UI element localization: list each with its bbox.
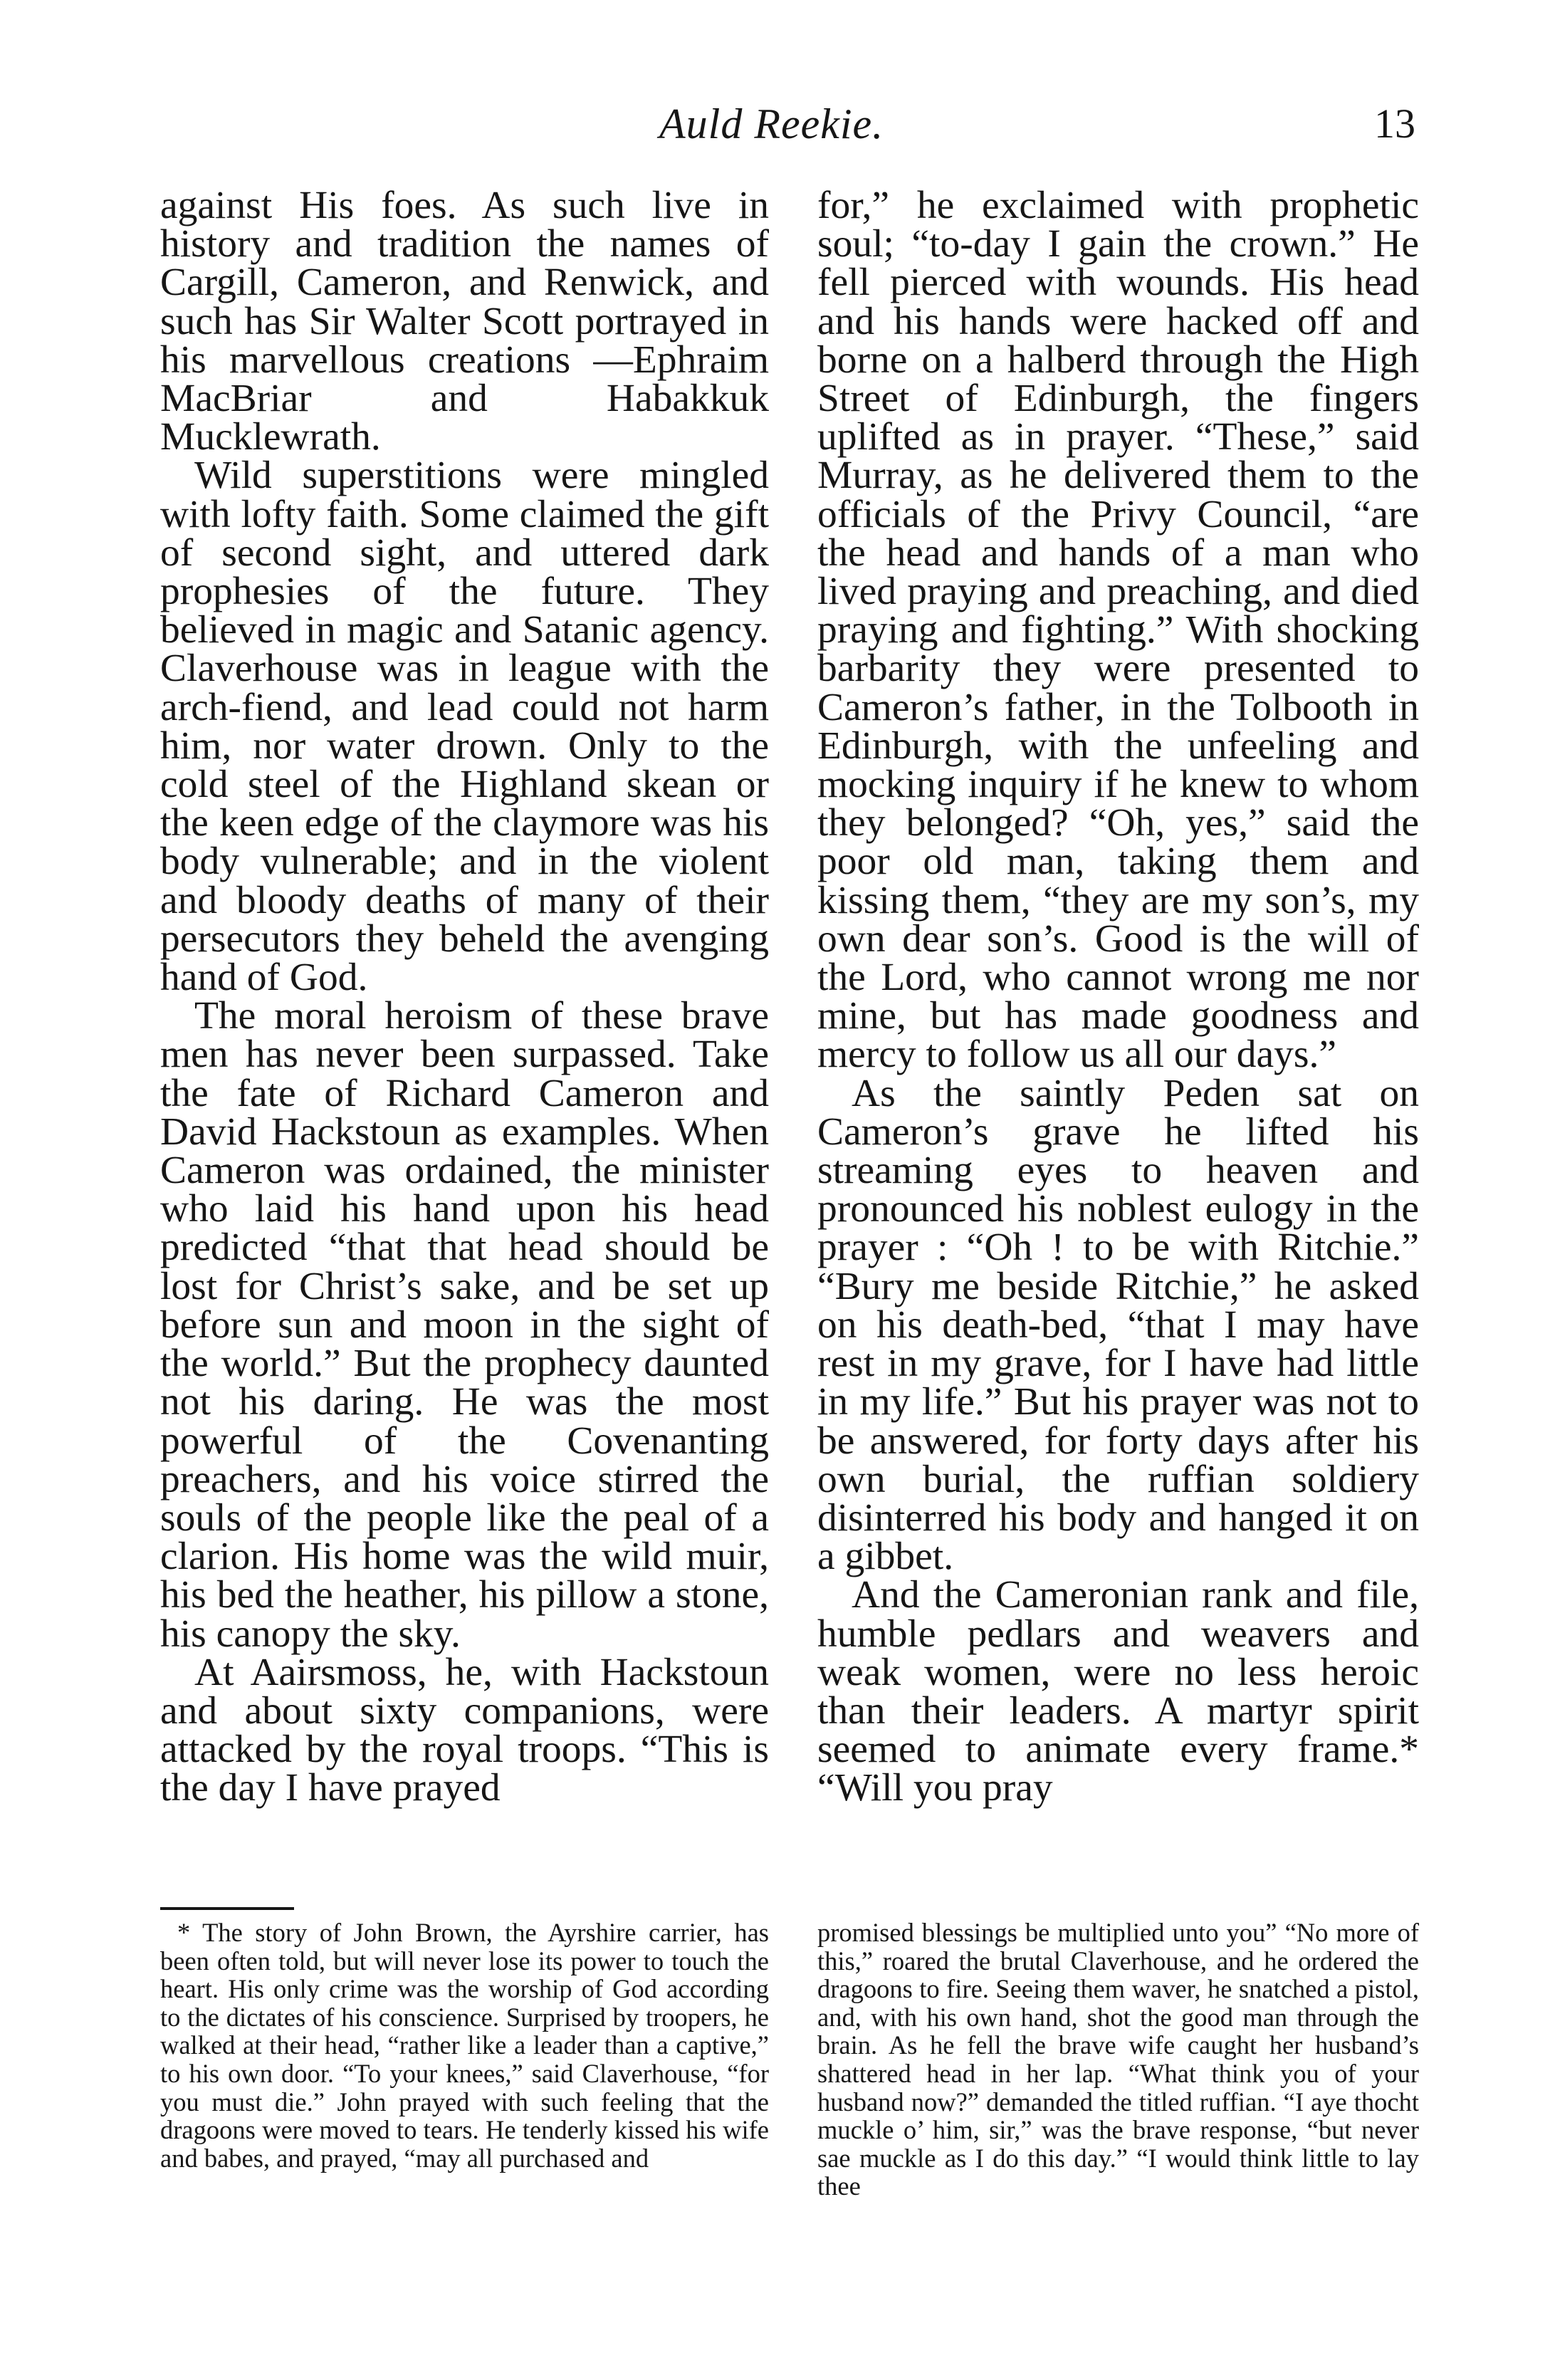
footnote-text: * The story of John Brown, the Ayrshire carrier, has been often told, but will never lose its power to touch the heart. His only crime was the worship of God according to the dictates of his conscience. Surprised by troopers, he walked at their head, “rather like a leader than a captive,” to his own door. “To your knees,” said Claverhouse, “for you must die.” John prayed with such feeling that the dragoons were moved to tears. He tenderly kissed his wife and babes, and prayed, “may all purchased and: [160, 1918, 769, 2173]
running-title: Auld Reekie.: [659, 100, 884, 147]
paragraph: Wild superstitions were mingled with lofty faith. Some claimed the gift of second sight, and uttered dark prophesies of the future. They believed in magic and Satanic agency. Claverhouse was in league with the arch-fiend, and lead could not harm him, nor water drown. Only to the cold steel of the Highland skean or the keen edge of the claymore was his body vulnerable; and in the violent and bloody deaths of many of their persecutors they beheld the avenging hand of God.: [160, 454, 769, 1000]
paragraph: against His foes. As such live in history and tradition the names of Cargill, Cameron, and Renwick, and such has Sir Walter Scott portrayed in his marvellous creations —Ephraim MacBriar and Habakkuk Mucklewrath.: [160, 184, 769, 459]
paragraph: The moral heroism of these brave men has never been surpassed. Take the fate of Richard Cameron and David Hackstoun as examples. When Cameron was ordained, the minister who laid his hand upon his head predicted “that that head should be lost for Christ’s sake, and be set up before sun and moon in the sight of the world.” But the prophecy daunted not his daring. He was the most powerful of the Covenanting preachers, and his voice stirred the souls of the people like the peal of a clarion. His home was the wild muir, his bed the heather, his pillow a stone, his canopy the sky.: [160, 994, 769, 1656]
running-header: [0, 100, 1550, 171]
footnote-right: [817, 1919, 1419, 2201]
paragraph: for,” he exclaimed with prophetic soul; “to-day I gain the crown.” He fell pierced with wounds. His head and his hands were hacked off and borne on a halberd through the High Street of Edinburgh, the fingers uplifted as in prayer. “These,” said Murray, as he delivered them to the officials of the Privy Council, “are the head and hands of a man who lived praying and preaching, and died praying and fighting.” With shocking barbarity they were presented to Cameron’s father, in the Tolbooth in Edinburgh, with the unfeeling and mocking inquiry if he knew to whom they belonged? “Oh, yes,” said the poor old man, taking them and kissing them, “they are my son’s, my own dear son’s. Good is the will of the Lord, who cannot wrong me nor mine, but has made goodness and mercy to follow us all our days.”: [817, 184, 1419, 1077]
paragraph: And the Cameronian rank and file, humble pedlars and weavers and weak women, were no less heroic than their leaders. A martyr spirit seemed to animate every frame.* “Will you pray: [817, 1573, 1419, 1810]
footnote-rule: [160, 1907, 294, 1910]
paragraph: As the saintly Peden sat on Cameron’s grave he lifted his streaming eyes to heaven and pronounced his noblest eulogy in the prayer : “Oh ! to be with Ritchie.” “Bury me beside Ritchie,” he asked on his death-bed, “that I may have rest in my grave, for I have had little in my life.” But his prayer was not to be answered, for forty days after his own burial, the ruffian soldiery disinterred his body and hanged it on a gibbet.: [817, 1071, 1419, 1579]
left-column: [160, 184, 769, 1810]
paragraph: At Aairsmoss, he, with Hackstoun and about sixty companions, were attacked by the royal troops. “This is the day I have prayed: [160, 1650, 769, 1810]
right-column: [817, 184, 1419, 1810]
footnote-left: [160, 1919, 769, 2172]
page-number: 13: [1374, 100, 1415, 147]
footnote-continuation: promised blessings be multiplied unto you” “No more of this,” roared the brutal Claverhouse, and he ordered the dragoons to fire. Seeing them waver, he snatched a pistol, and, with his own hand, shot the good man through the brain. As he fell the brave wife caught her husband’s shattered head in her lap. “What think you of your husband now?” demanded the titled ruffian. “I aye thocht muckle o’ him, sir,” was the brave response, “but never sae muckle as I do this day.” “I would think little to lay thee: [817, 1918, 1419, 2201]
